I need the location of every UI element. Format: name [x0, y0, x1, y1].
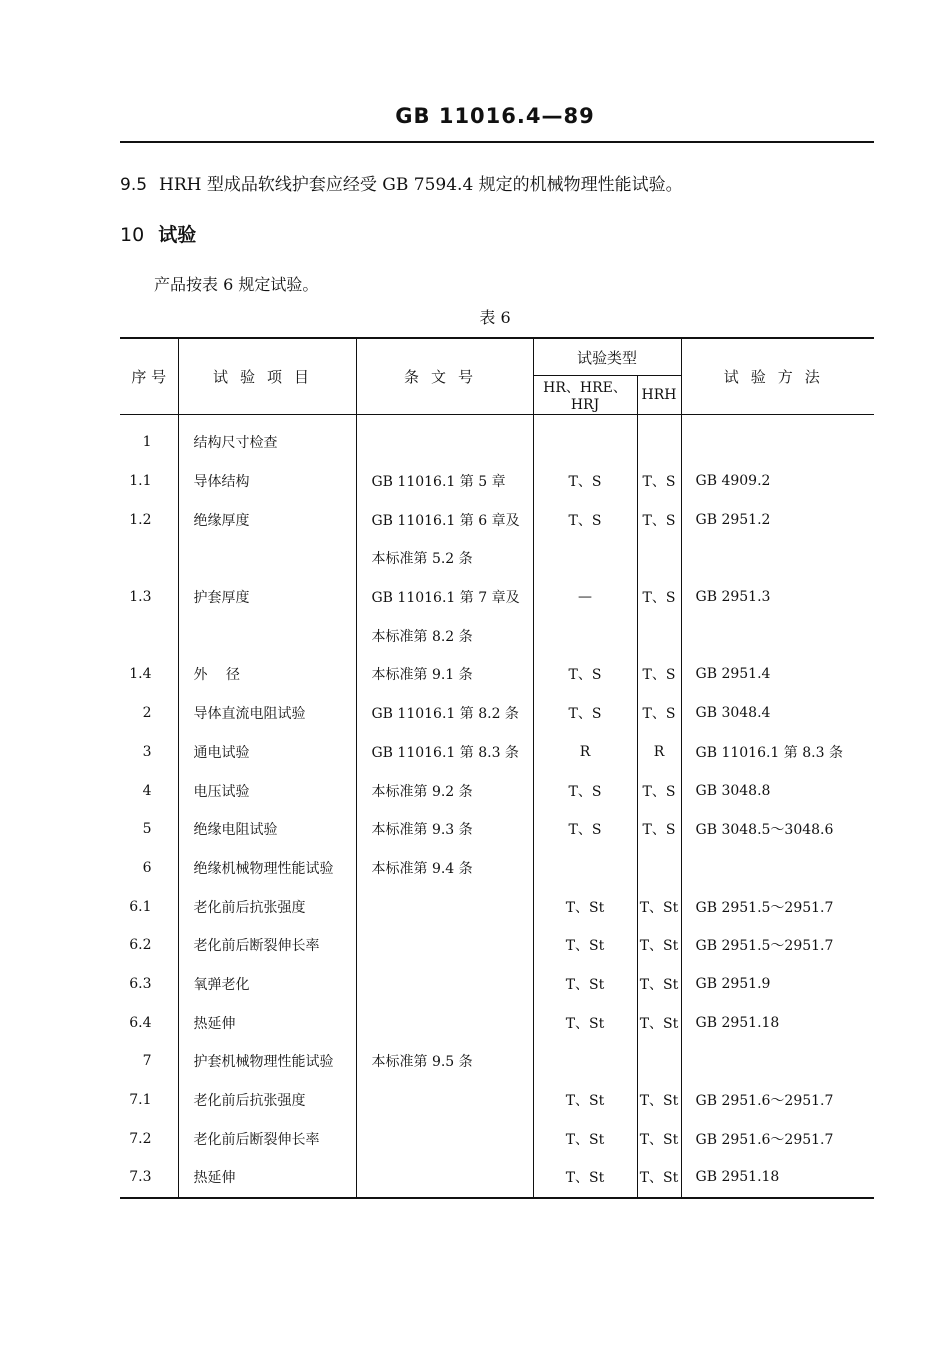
- table-row: [120, 849, 874, 888]
- cell-seq: 1: [120, 415, 178, 462]
- cell-clause: [356, 1081, 533, 1120]
- header-type-hr: HR、HRE、HRJ: [533, 376, 637, 415]
- cell-method: GB 2951.2: [681, 500, 874, 539]
- table-row: [120, 1119, 874, 1158]
- cell-type-hr: T、St: [533, 926, 637, 965]
- cell-seq: 7.2: [120, 1119, 178, 1158]
- cell-method: GB 3048.5～3048.6: [681, 810, 874, 849]
- cell-type-hrh: T、S: [637, 578, 681, 617]
- cell-type-hrh: [637, 1042, 681, 1081]
- cell-item: 导体结构: [178, 462, 356, 501]
- table-row: [120, 926, 874, 965]
- section-9-5-text: HRH 型成品软线护套应经受 GB 7594.4 规定的机械物理性能试验。: [159, 175, 683, 195]
- cell-type-hrh: T、S: [637, 771, 681, 810]
- cell-seq: 1.1: [120, 462, 178, 501]
- cell-type-hrh: T、St: [637, 926, 681, 965]
- table-row: [120, 887, 874, 926]
- header-method: 试验方法: [681, 338, 874, 415]
- cell-type-hrh: T、St: [637, 1081, 681, 1120]
- cell-clause: [356, 1158, 533, 1198]
- cell-item: 老化前后断裂伸长率: [178, 1119, 356, 1158]
- cell-type-hr: [533, 415, 637, 462]
- table-row: [120, 539, 874, 578]
- cell-type-hr: T、St: [533, 1119, 637, 1158]
- table-body: [120, 415, 874, 1198]
- cell-seq: 7.3: [120, 1158, 178, 1198]
- cell-method: GB 4909.2: [681, 462, 874, 501]
- cell-clause: [356, 965, 533, 1004]
- cell-method: [681, 849, 874, 888]
- section-9-5: [120, 170, 683, 195]
- cell-clause: 本标准第 9.1 条: [356, 655, 533, 694]
- cell-type-hrh: T、St: [637, 887, 681, 926]
- cell-seq: 6.1: [120, 887, 178, 926]
- cell-type-hrh: T、St: [637, 1158, 681, 1198]
- cell-type-hr: T、St: [533, 887, 637, 926]
- section-10-heading: [120, 220, 196, 247]
- cell-type-hrh: T、St: [637, 1003, 681, 1042]
- cell-item: 老化前后抗张强度: [178, 887, 356, 926]
- cell-item: 老化前后抗张强度: [178, 1081, 356, 1120]
- cell-type-hr: T、S: [533, 810, 637, 849]
- cell-type-hr: T、S: [533, 694, 637, 733]
- cell-type-hr: T、St: [533, 1003, 637, 1042]
- cell-method: GB 11016.1 第 8.3 条: [681, 733, 874, 772]
- table-row: [120, 1081, 874, 1120]
- cell-seq: 6.3: [120, 965, 178, 1004]
- cell-seq: 1.4: [120, 655, 178, 694]
- table-row: [120, 965, 874, 1004]
- cell-clause: GB 11016.1 第 7 章及: [356, 578, 533, 617]
- table-row: [120, 655, 874, 694]
- header-divider: [120, 141, 874, 143]
- cell-item: 护套机械物理性能试验: [178, 1042, 356, 1081]
- table-row: [120, 810, 874, 849]
- cell-type-hrh: [637, 616, 681, 655]
- cell-seq: [120, 539, 178, 578]
- cell-seq: 6: [120, 849, 178, 888]
- cell-type-hr: —: [533, 578, 637, 617]
- table-row: [120, 733, 874, 772]
- section-10-number: 10: [120, 224, 145, 246]
- table-row: [120, 1042, 874, 1081]
- cell-type-hrh: T、St: [637, 965, 681, 1004]
- table-row: [120, 1003, 874, 1042]
- test-table: [120, 337, 874, 1199]
- table-title: 表 6: [479, 308, 511, 327]
- table-row: [120, 462, 874, 501]
- cell-clause: [356, 415, 533, 462]
- cell-type-hrh: [637, 415, 681, 462]
- cell-item: 热延伸: [178, 1158, 356, 1198]
- cell-method: GB 2951.3: [681, 578, 874, 617]
- cell-type-hrh: T、S: [637, 462, 681, 501]
- header-test-type: 试验类型: [533, 338, 681, 376]
- cell-item: 绝缘厚度: [178, 500, 356, 539]
- cell-method: [681, 1042, 874, 1081]
- cell-method: [681, 539, 874, 578]
- cell-item: 绝缘电阻试验: [178, 810, 356, 849]
- section-10-title: 试验: [158, 224, 197, 246]
- cell-seq: 7: [120, 1042, 178, 1081]
- cell-item: 氧弹老化: [178, 965, 356, 1004]
- cell-item: 热延伸: [178, 1003, 356, 1042]
- cell-method: GB 2951.5～2951.7: [681, 926, 874, 965]
- cell-method: GB 2951.18: [681, 1003, 874, 1042]
- cell-method: [681, 616, 874, 655]
- cell-method: GB 3048.8: [681, 771, 874, 810]
- cell-item: 绝缘机械物理性能试验: [178, 849, 356, 888]
- cell-item: 老化前后断裂伸长率: [178, 926, 356, 965]
- cell-clause: GB 11016.1 第 8.3 条: [356, 733, 533, 772]
- cell-type-hr: T、St: [533, 1081, 637, 1120]
- table-row: [120, 415, 874, 462]
- cell-type-hrh: [637, 539, 681, 578]
- cell-type-hr: T、S: [533, 500, 637, 539]
- cell-type-hrh: T、S: [637, 810, 681, 849]
- cell-seq: 6.2: [120, 926, 178, 965]
- cell-seq: 2: [120, 694, 178, 733]
- cell-clause: [356, 926, 533, 965]
- cell-type-hr: [533, 539, 637, 578]
- cell-seq: 4: [120, 771, 178, 810]
- cell-seq: 1.3: [120, 578, 178, 617]
- cell-clause: 本标准第 9.2 条: [356, 771, 533, 810]
- table-row: [120, 694, 874, 733]
- cell-type-hr: T、S: [533, 655, 637, 694]
- cell-method: GB 3048.4: [681, 694, 874, 733]
- cell-method: GB 2951.4: [681, 655, 874, 694]
- cell-type-hr: R: [533, 733, 637, 772]
- cell-type-hr: T、S: [533, 771, 637, 810]
- cell-item: 护套厚度: [178, 578, 356, 617]
- cell-seq: [120, 616, 178, 655]
- header-seq: 序 号: [120, 338, 178, 415]
- standard-number-header: GB 11016.4—89: [395, 104, 595, 128]
- section-9-5-number: 9.5: [120, 175, 148, 195]
- cell-clause: GB 11016.1 第 5 章: [356, 462, 533, 501]
- cell-method: GB 2951.9: [681, 965, 874, 1004]
- cell-clause: 本标准第 9.4 条: [356, 849, 533, 888]
- table-row: [120, 500, 874, 539]
- cell-seq: 6.4: [120, 1003, 178, 1042]
- cell-type-hr: T、St: [533, 965, 637, 1004]
- cell-type-hrh: [637, 849, 681, 888]
- intro-paragraph: 产品按表 6 规定试验。: [154, 275, 319, 294]
- cell-clause: [356, 887, 533, 926]
- cell-type-hrh: T、S: [637, 655, 681, 694]
- cell-type-hr: T、St: [533, 1158, 637, 1198]
- cell-seq: 3: [120, 733, 178, 772]
- cell-clause: 本标准第 9.3 条: [356, 810, 533, 849]
- cell-type-hr: [533, 849, 637, 888]
- table-row: [120, 771, 874, 810]
- cell-clause: GB 11016.1 第 6 章及: [356, 500, 533, 539]
- cell-method: GB 2951.5～2951.7: [681, 887, 874, 926]
- table-row: [120, 616, 874, 655]
- cell-type-hr: T、S: [533, 462, 637, 501]
- cell-clause: 本标准第 5.2 条: [356, 539, 533, 578]
- cell-item: [178, 616, 356, 655]
- cell-method: GB 2951.6～2951.7: [681, 1119, 874, 1158]
- cell-type-hrh: T、St: [637, 1119, 681, 1158]
- cell-clause: 本标准第 8.2 条: [356, 616, 533, 655]
- cell-method: GB 2951.18: [681, 1158, 874, 1198]
- cell-method: GB 2951.6～2951.7: [681, 1081, 874, 1120]
- cell-clause: 本标准第 9.5 条: [356, 1042, 533, 1081]
- cell-type-hrh: R: [637, 733, 681, 772]
- cell-item: 电压试验: [178, 771, 356, 810]
- header-clause: 条文号: [356, 338, 533, 415]
- cell-type-hrh: T、S: [637, 500, 681, 539]
- header-type-hrh: HRH: [637, 376, 681, 415]
- cell-item: 结构尺寸检查: [178, 415, 356, 462]
- cell-item: [178, 539, 356, 578]
- table-row: [120, 578, 874, 617]
- table-row: [120, 1158, 874, 1198]
- cell-method: [681, 415, 874, 462]
- cell-item: 外 径: [178, 655, 356, 694]
- cell-clause: [356, 1003, 533, 1042]
- cell-type-hr: [533, 1042, 637, 1081]
- cell-item: 通电试验: [178, 733, 356, 772]
- cell-seq: 7.1: [120, 1081, 178, 1120]
- cell-type-hr: [533, 616, 637, 655]
- cell-clause: [356, 1119, 533, 1158]
- header-item: 试验项目: [178, 338, 356, 415]
- cell-seq: 1.2: [120, 500, 178, 539]
- cell-seq: 5: [120, 810, 178, 849]
- cell-clause: GB 11016.1 第 8.2 条: [356, 694, 533, 733]
- cell-type-hrh: T、S: [637, 694, 681, 733]
- cell-item: 导体直流电阻试验: [178, 694, 356, 733]
